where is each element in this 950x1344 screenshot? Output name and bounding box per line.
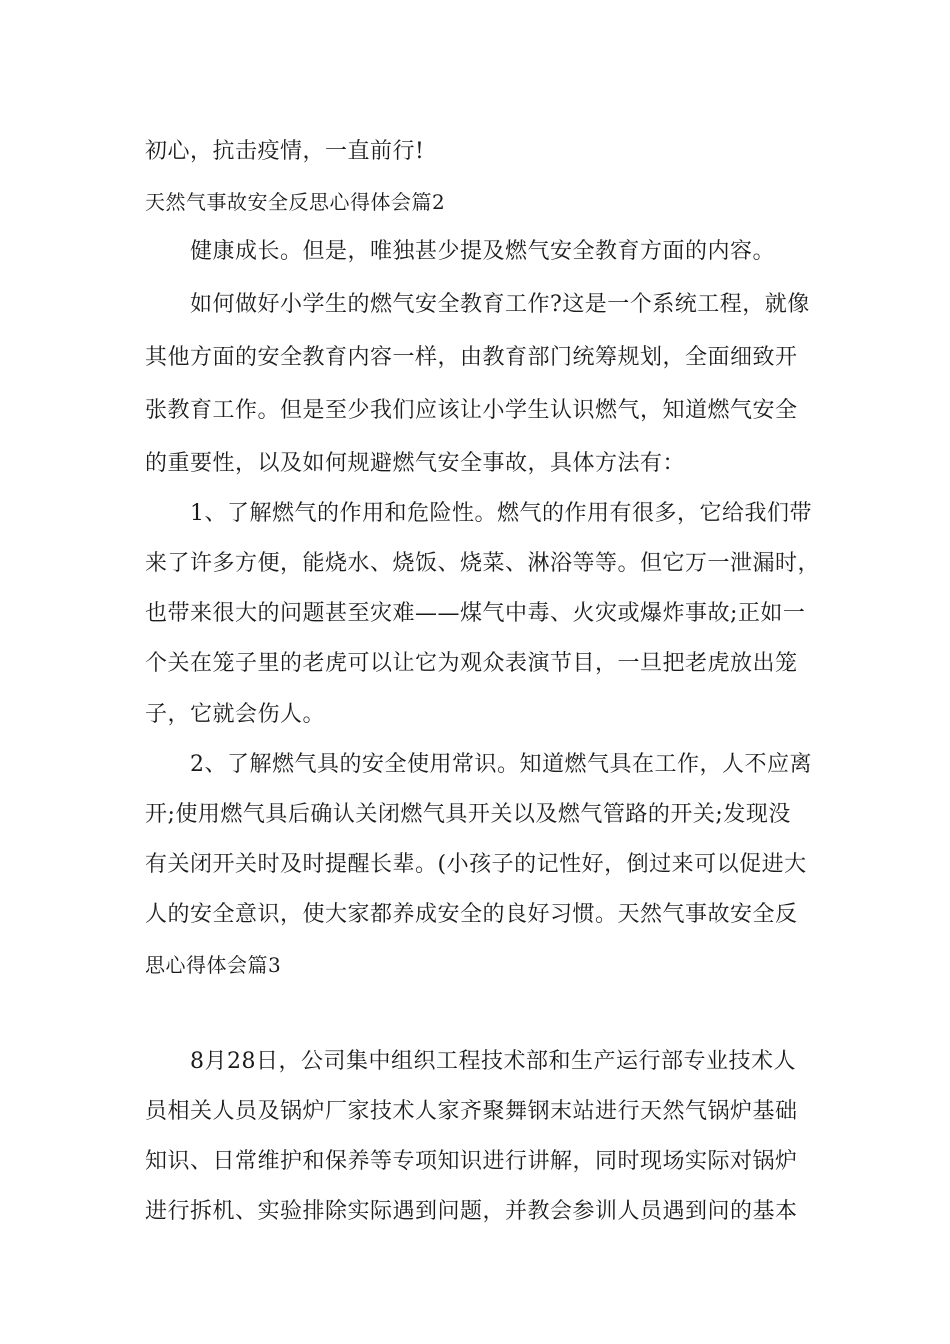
paragraph-line: 如何做好小学生的燃气安全教育工作?这是一个系统工程，就像 (190, 292, 810, 317)
paragraph-line: 知识、日常维护和保养等专项知识进行讲解，同时现场实际对锅炉 (145, 1149, 798, 1174)
paragraph-line: 有关闭开关时及时提醒长辈。(小孩子的记性好，倒过来可以促进大 (145, 852, 807, 877)
paragraph-line: 人的安全意识，使大家都养成安全的良好习惯。天然气事故安全反 (145, 902, 798, 927)
paragraph-line: 也带来很大的问题甚至灾难——煤气中毒、火灾或爆炸事故;正如一 (145, 601, 806, 626)
paragraph-line: 的重要性，以及如何规避燃气安全事故，具体方法有： (145, 451, 686, 476)
paragraph-line: 其他方面的安全教育内容一样，由教育部门统筹规划，全面细致开 (145, 345, 798, 370)
paragraph-line: 张教育工作。但是至少我们应该让小学生认识燃气，知道燃气安全 (145, 398, 798, 423)
paragraph-line: 个关在笼子里的老虎可以让它为观众表演节目，一旦把老虎放出笼 (145, 651, 798, 676)
paragraph-line: 1、了解燃气的作用和危险性。燃气的作用有很多，它给我们带 (190, 501, 812, 526)
section-heading: 思心得体会篇3 (145, 953, 282, 977)
section-heading: 天然气事故安全反思心得体会篇2 (145, 190, 446, 214)
paragraph-line: 2、了解燃气具的安全使用常识。知道燃气具在工作，人不应离 (190, 752, 812, 777)
paragraph-line: 开;使用燃气具后确认关闭燃气具开关以及燃气管路的开关;发现没 (145, 802, 791, 827)
paragraph-line: 来了许多方便，能烧水、烧饭、烧菜、淋浴等等。但它万一泄漏时， (145, 551, 821, 576)
paragraph-line: 8月28日，公司集中组织工程技术部和生产运行部专业技术人 (190, 1049, 796, 1074)
paragraph-line: 员相关人员及锅炉厂家技术人家齐聚舞钢末站进行天然气锅炉基础 (145, 1099, 798, 1124)
paragraph-line: 进行拆机、实验排除实际遇到问题，并教会参训人员遇到问的基本 (145, 1199, 798, 1224)
text-line: 初心，抗击疫情，一直前行! (145, 139, 425, 164)
paragraph-line: 健康成长。但是，唯独甚少提及燃气安全教育方面的内容。 (190, 239, 776, 264)
paragraph-line: 子，它就会伤人。 (145, 702, 326, 727)
